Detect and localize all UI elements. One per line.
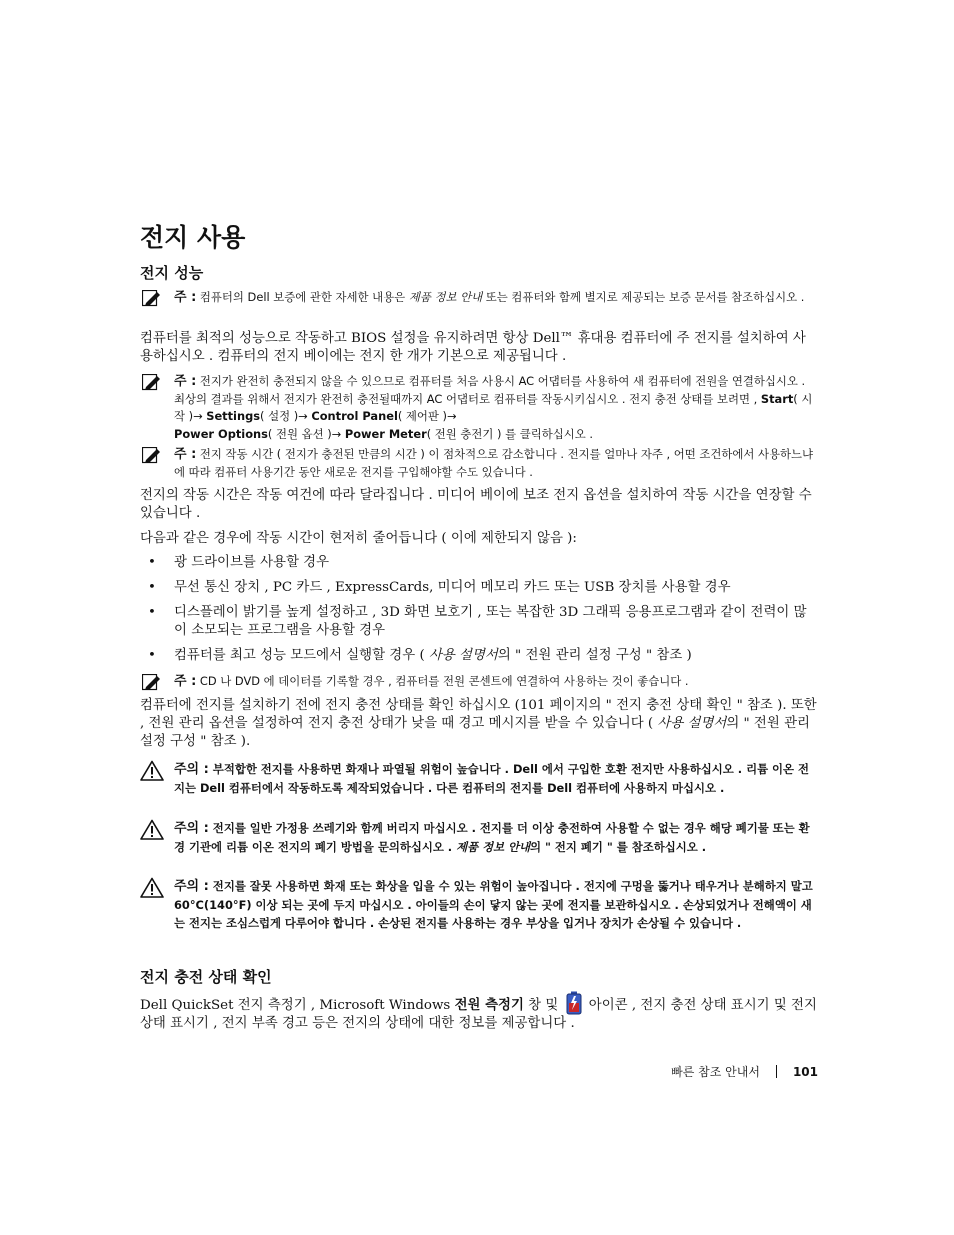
menu-start-kr: ( 시작 )→ (174, 391, 813, 423)
note-pencil-icon (142, 674, 162, 691)
note-label: 주 : (174, 447, 197, 462)
paragraph-charge-indicators (140, 991, 818, 1033)
section-heading-check-charge: 전지 충전 상태 확인 (140, 968, 272, 986)
warning-triangle-icon (140, 819, 164, 840)
list-item-text: 의 " 전원 관리 설정 구성 " 참조 ) (497, 648, 692, 663)
paragraph-text: 컴퓨터에 전지를 설치하기 전에 전지 충전 상태를 확인 하십시오 (101 페이지의 " 전지 충전 상태 확인 " 참조 ). 또한 , 전원 관리 옵션을 설정하여 전지 충전 상태가 낮을 때 경고 메시지를 받을 수 있습니다 ( (140, 698, 817, 731)
paragraph-text: 의 " 전원 관리 설정 구성 " 참조 ). (140, 716, 810, 749)
paragraph-ref: 사용 설명서 (657, 716, 727, 731)
note-first-charge (140, 373, 818, 443)
menu-power-meter-kr: ( 전원 충전기 ) 를 클릭하십시오 . (426, 426, 593, 441)
page-number: 101 (792, 1065, 818, 1079)
warning-triangle-icon (140, 877, 164, 898)
caution-text: 전지를 잘못 사용하면 화재 또는 화상을 입을 수 있는 위험이 높아집니다 . 전지에 구멍을 뚫거나 태우거나 분해하지 말고 60°C(140°F) 이상 되는 곳에 두지 마십시오 . 아이들의 손이 닿지 않는 곳에 전지를 보관하십시오 . 손상되었거나 전해액이 새는 전지는 조심스럽게 다루어야 합니다 . 손상된 전지를 사용하는 경우 부상을 입거나 장치가 손상될 수 있습니다 . (174, 879, 813, 930)
bullet-list (140, 554, 818, 672)
caution-misuse (140, 877, 818, 932)
section-heading-battery-performance: 전지 성능 (140, 264, 204, 282)
note-pencil-icon (142, 290, 162, 307)
paragraph-check-charge (140, 697, 818, 751)
note-text: 또는 컴퓨터와 함께 별지로 제공되는 보증 문서를 참조하십시오 . (482, 290, 805, 304)
list-item: • 무선 통신 장치 , PC 카드 , ExpressCards, 미디어 메모리 카드 또는 USB 장치를 사용할 경우 (140, 579, 818, 597)
menu-start: Start (760, 391, 794, 406)
menu-control-panel: Control Panel (311, 409, 398, 423)
caution-label: 주의 : (174, 879, 209, 894)
note-pencil-icon (142, 447, 162, 464)
caution-label: 주의 : (174, 762, 209, 777)
battery-meter-icon (565, 991, 583, 1015)
note-label: 주 : (174, 374, 197, 389)
menu-power-options-kr: ( 전원 옵션 )→ (267, 426, 345, 441)
caution-text: 전지를 일반 가정용 쓰레기와 함께 버리지 마십시오 . 전지를 더 이상 충전하여 사용할 수 없는 경우 해당 폐기물 또는 환경 기관에 리튬 이온 전지의 폐기 방법을 문의하십시오 . (174, 821, 810, 854)
paragraph-reduce-time: 다음과 같은 경우에 작동 시간이 현저히 줄어듭니다 ( 이에 제한되지 않음 ): (140, 531, 577, 546)
menu-power-options: Power Options (174, 426, 268, 441)
page-title: 전지 사용 (140, 223, 246, 252)
paragraph-main-battery: 컴퓨터를 최적의 성능으로 작동하고 BIOS 설정을 유지하려면 항상 Dell™ 휴대용 컴퓨터에 주 전지를 설치하여 사용하십시오 . 컴퓨터의 전지 베이에는 전지 한 개가 기본으로 제공됩니다 . (140, 331, 806, 364)
note-text: 전지 작동 시간 ( 전지가 충전된 만큼의 시간 ) 이 점차적으로 감소합니다 . 전지를 얼마나 자주 , 어떤 조건하에서 사용하느냐에 따라 컴퓨터 사용기간 동안 새로운 전지를 구입해야할 수도 있습니다 . (174, 447, 814, 479)
note-text: 전지가 완전히 충전되지 않을 수 있으므로 컴퓨터를 처음 사용시 AC 어댑터를 사용하여 새 컴퓨터에 전원을 연결하십시오 . 최상의 결과를 위해서 전지가 완전히 충전될때까지 AC 어댑터로 컴퓨터를 작동시키십시오 . 전지 충전 상태를 보려면 , (174, 374, 806, 406)
warning-triangle-icon (140, 760, 164, 781)
paragraph-text: Dell QuickSet 전지 측정기 , Microsoft Windows (140, 998, 455, 1013)
footer-section: 빠른 참조 안내서 (671, 1065, 760, 1079)
note-ref-title: 제품 정보 안내 (408, 290, 483, 304)
menu-settings-kr: ( 설정 )→ (260, 409, 312, 423)
power-meter-label: 전원 측정기 (454, 998, 524, 1013)
caution-text: 부적합한 전지를 사용하면 화재나 파열될 위험이 높습니다 . Dell 에서 구입한 호환 전지만 사용하십시오 . 리튬 이온 전지는 Dell 컴퓨터에서 작동하도록 제작되었습니다 . 다른 컴퓨터의 전지를 Dell 컴퓨터에 사용하지 마십시오 . (174, 762, 810, 795)
note-pencil-icon (142, 374, 162, 391)
paragraph-text: 아이콘 , 전지 충전 상태 표시기 및 전지 상태 표시기 , 전지 부족 경고 등은 전지의 상태에 대한 정보를 제공합니다 . (140, 998, 817, 1031)
caution-incompatible-battery (140, 760, 818, 797)
note-operating-time (140, 446, 818, 481)
menu-settings: Settings (206, 409, 261, 423)
list-item (140, 647, 818, 665)
list-item: • 디스플레이 밝기를 높게 설정하고 , 3D 화면 보호기 , 또는 복잡한 3D 그래픽 응용프로그램과 같이 전력이 많이 소모되는 프로그램을 사용할 경우 (140, 604, 818, 640)
footer-divider (776, 1065, 777, 1078)
caution-label: 주의 : (174, 821, 209, 836)
menu-control-panel-kr: ( 제어판 )→ (397, 409, 457, 423)
note-cd-dvd (140, 673, 818, 691)
paragraph-text: 창 및 (523, 998, 563, 1013)
caution-ref: 제품 정보 안내 (456, 840, 531, 854)
note-text: 컴퓨터의 Dell 보증에 관한 자세한 내용은 (196, 290, 409, 304)
note-text: CD 나 DVD 에 데이터를 기록할 경우 , 컴퓨터를 전원 콘센트에 연결하여 사용하는 것이 좋습니다 . (196, 674, 689, 688)
note-label: 주 : (174, 290, 197, 305)
list-item: • 광 드라이브를 사용할 경우 (140, 554, 818, 572)
list-item-text: 컴퓨터를 최고 성능 모드에서 실행할 경우 ( (174, 648, 429, 663)
page-footer (140, 1063, 818, 1080)
menu-power-meter: Power Meter (344, 426, 427, 441)
caution-disposal (140, 819, 818, 856)
paragraph-operating-time: 전지의 작동 시간은 작동 여건에 따라 달라집니다 . 미디어 베이에 보조 전지 옵션을 설치하여 작동 시간을 연장할 수 있습니다 . (140, 488, 812, 521)
note-warranty (140, 289, 818, 307)
caution-text: 의 " 전지 폐기 " 를 참조하십시오 . (530, 840, 707, 854)
list-item-ref: 사용 설명서 (428, 648, 498, 663)
note-label: 주 : (174, 674, 197, 689)
